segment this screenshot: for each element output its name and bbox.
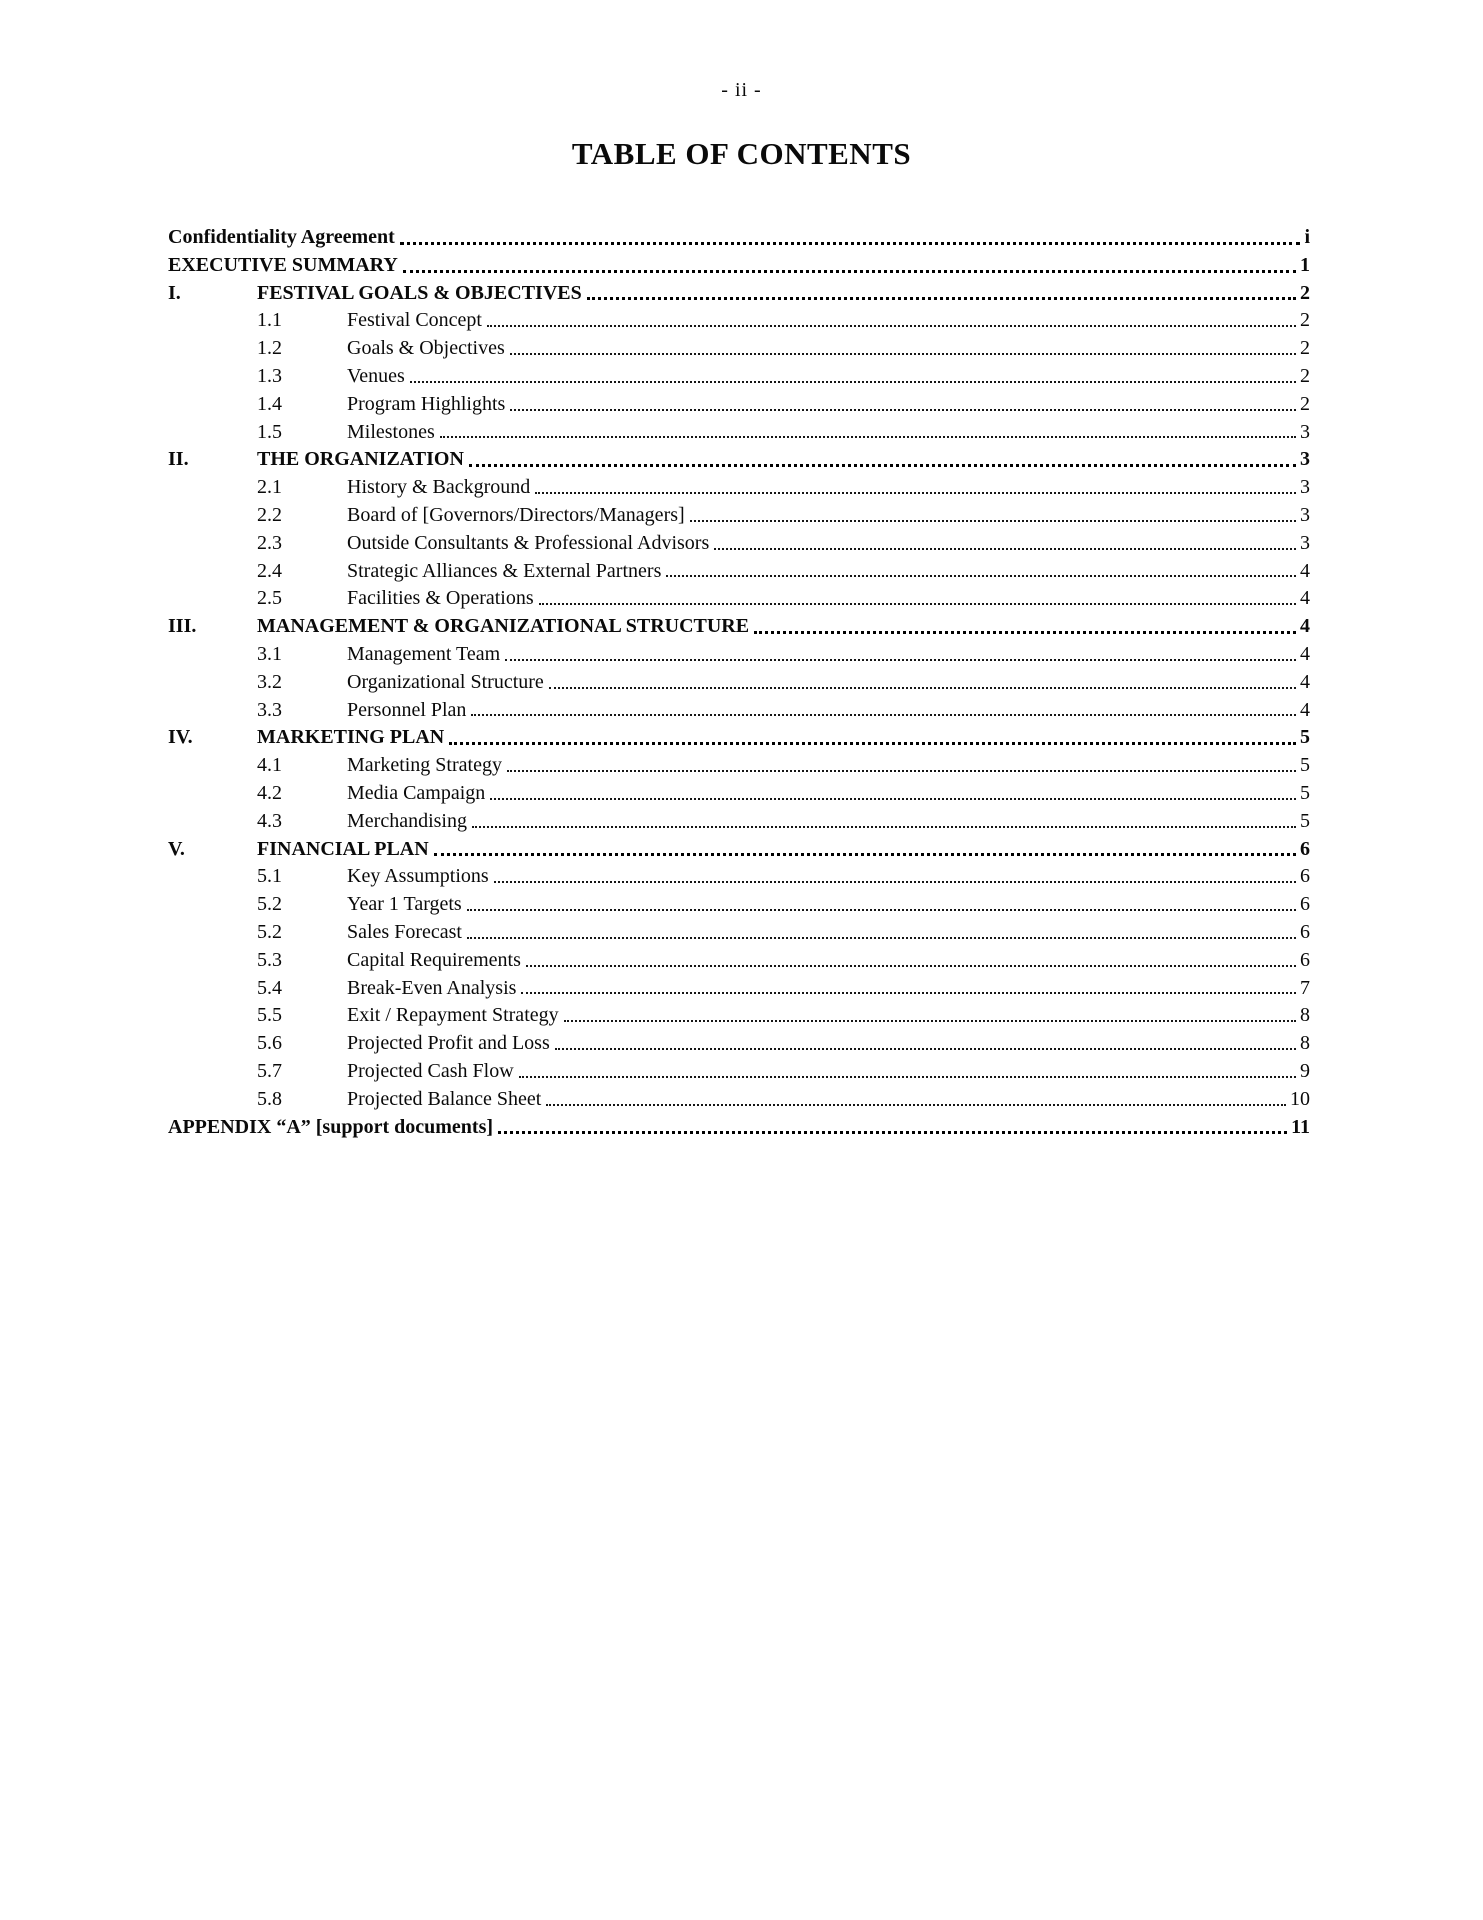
toc-row[interactable] xyxy=(168,863,1310,891)
toc-row[interactable] xyxy=(168,252,1310,280)
toc-entry-page: 5 xyxy=(1300,809,1310,832)
toc-entry-page: 4 xyxy=(1300,642,1310,665)
dot-leader xyxy=(498,1131,1287,1134)
toc-entry-label: Media Campaign xyxy=(347,781,486,804)
toc-row[interactable] xyxy=(168,1058,1310,1086)
toc-entry-num: 5.2 xyxy=(257,893,282,916)
toc-entry-num: 5.7 xyxy=(257,1059,282,1082)
toc-entry-num: 5.8 xyxy=(257,1087,282,1110)
dot-leader xyxy=(714,548,1296,550)
dot-leader xyxy=(487,325,1296,327)
toc-entry-num: V. xyxy=(168,837,185,860)
dot-leader xyxy=(467,937,1296,939)
toc-entry-label: Venues xyxy=(347,364,405,387)
toc-entry-page: 4 xyxy=(1300,698,1310,721)
toc-entry-page: 11 xyxy=(1291,1115,1310,1138)
toc-entry-page: 4 xyxy=(1300,615,1310,638)
toc-row[interactable] xyxy=(168,613,1310,641)
toc-entry-label: Exit / Repayment Strategy xyxy=(347,1004,559,1027)
toc-entry-page: 5 xyxy=(1300,726,1310,749)
toc-row[interactable] xyxy=(168,224,1310,252)
toc-entry-num: 1.4 xyxy=(257,392,282,415)
toc-entry-page: 10 xyxy=(1290,1087,1310,1110)
dot-leader xyxy=(526,965,1296,967)
toc-entry-num: IV. xyxy=(168,726,193,749)
toc-entry-label: Management Team xyxy=(347,642,501,665)
toc-entry-label: MARKETING PLAN xyxy=(257,726,445,749)
toc-entry-label: Milestones xyxy=(347,420,435,443)
toc-entry-label: History & Background xyxy=(347,476,531,499)
dot-leader xyxy=(564,1020,1296,1022)
toc-entry-num: 2.3 xyxy=(257,531,282,554)
toc-entry-page: i xyxy=(1304,226,1310,248)
dot-leader xyxy=(410,381,1296,383)
toc-row[interactable] xyxy=(168,558,1310,586)
toc-entry-label: Projected Balance Sheet xyxy=(347,1087,542,1110)
toc-row[interactable] xyxy=(168,335,1310,363)
toc-row[interactable] xyxy=(168,891,1310,919)
toc-row[interactable] xyxy=(168,641,1310,669)
toc-entry-label: Festival Concept xyxy=(347,309,482,332)
toc-entry-label: Sales Forecast xyxy=(347,920,462,943)
toc-entry-label: Personnel Plan xyxy=(347,698,467,721)
toc-entry-page: 6 xyxy=(1300,948,1310,971)
toc-row[interactable] xyxy=(168,419,1310,447)
toc-row[interactable] xyxy=(168,391,1310,419)
toc-row[interactable] xyxy=(168,1002,1310,1030)
toc-entry-page: 6 xyxy=(1300,865,1310,888)
toc-entry-label: Outside Consultants & Professional Advisors xyxy=(347,531,710,554)
toc-entry-label: Program Highlights xyxy=(347,392,506,415)
dot-leader xyxy=(587,297,1296,300)
toc-entry-label: Confidentiality Agreement xyxy=(168,226,395,248)
dot-leader xyxy=(505,659,1296,661)
dot-leader xyxy=(519,1076,1296,1078)
toc-entry-label: Organizational Structure xyxy=(347,670,544,693)
toc-entry-num: 2.4 xyxy=(257,559,282,582)
dot-leader xyxy=(521,992,1296,994)
toc-entry-num: 5.3 xyxy=(257,948,282,971)
toc-entry-page: 3 xyxy=(1300,531,1310,554)
toc-entry-page: 7 xyxy=(1300,976,1310,999)
toc-entry-num: 3.2 xyxy=(257,670,282,693)
toc-row[interactable] xyxy=(168,836,1310,864)
dot-leader xyxy=(535,492,1296,494)
toc-entry-label: EXECUTIVE SUMMARY xyxy=(168,253,398,276)
toc-entry-num: 5.5 xyxy=(257,1004,282,1027)
toc-entry-num: 5.6 xyxy=(257,1032,282,1055)
toc-entry-label: Break-Even Analysis xyxy=(347,976,517,999)
dot-leader xyxy=(754,631,1296,634)
dot-leader xyxy=(403,270,1296,273)
toc-row[interactable] xyxy=(168,1086,1310,1114)
toc-entry-label: Board of [Governors/Directors/Managers] xyxy=(347,503,685,526)
toc-row[interactable] xyxy=(168,307,1310,335)
toc-entry-page: 2 xyxy=(1300,337,1310,360)
dot-leader xyxy=(666,575,1296,577)
toc-row[interactable] xyxy=(168,1114,1310,1142)
toc-entry-page: 1 xyxy=(1300,253,1310,276)
toc-entry-page: 8 xyxy=(1300,1004,1310,1027)
toc-entry-page: 3 xyxy=(1300,503,1310,526)
toc-entry-page: 3 xyxy=(1300,476,1310,499)
dot-leader xyxy=(510,353,1296,355)
toc-row[interactable] xyxy=(168,919,1310,947)
toc-entry-page: 3 xyxy=(1300,448,1310,471)
toc-row[interactable] xyxy=(168,1030,1310,1058)
toc-row[interactable] xyxy=(168,585,1310,613)
toc-row[interactable] xyxy=(168,724,1310,752)
toc-row[interactable] xyxy=(168,363,1310,391)
toc-entry-num: II. xyxy=(168,448,189,471)
toc-entry-label: Strategic Alliances & External Partners xyxy=(347,559,662,582)
toc-entry-num: 3.3 xyxy=(257,698,282,721)
toc-entry-page: 5 xyxy=(1300,754,1310,777)
toc-entry-num: 5.1 xyxy=(257,865,282,888)
dot-leader xyxy=(467,909,1296,911)
toc-entry-num: 1.2 xyxy=(257,337,282,360)
toc-entry-page: 4 xyxy=(1300,559,1310,582)
dot-leader xyxy=(400,242,1301,245)
toc-entry-page: 2 xyxy=(1300,392,1310,415)
toc-entry-num: 5.2 xyxy=(257,920,282,943)
toc-entry-label: Goals & Objectives xyxy=(347,337,505,360)
toc-entry-label: FESTIVAL GOALS & OBJECTIVES xyxy=(257,281,582,304)
toc-entry-page: 6 xyxy=(1300,837,1310,860)
toc-row[interactable] xyxy=(168,947,1310,975)
toc-row[interactable] xyxy=(168,280,1310,308)
toc-entry-label: APPENDIX “A” [support documents] xyxy=(168,1115,494,1138)
toc-entry-num: III. xyxy=(168,615,197,638)
toc-entry-page: 8 xyxy=(1300,1032,1310,1055)
toc-entry-page: 2 xyxy=(1300,364,1310,387)
toc-entry-num: 4.2 xyxy=(257,781,282,804)
dot-leader xyxy=(510,409,1296,411)
dot-leader xyxy=(494,881,1296,883)
dot-leader xyxy=(471,714,1296,716)
toc-entry-page: 3 xyxy=(1300,420,1310,443)
toc-row[interactable] xyxy=(168,669,1310,697)
toc-entry-page: 2 xyxy=(1300,309,1310,332)
toc-entry-page: 6 xyxy=(1300,920,1310,943)
toc-entry-label: Year 1 Targets xyxy=(347,893,462,916)
toc-entry-label: Facilities & Operations xyxy=(347,587,534,610)
toc-row[interactable] xyxy=(168,975,1310,1003)
toc-entry-label: MANAGEMENT & ORGANIZATIONAL STRUCTURE xyxy=(257,615,750,638)
dot-leader xyxy=(449,742,1296,745)
dot-leader xyxy=(555,1048,1296,1050)
toc-entry-num: 2.1 xyxy=(257,476,282,499)
toc-entry-label: THE ORGANIZATION xyxy=(257,448,464,471)
toc-entry-num: 3.1 xyxy=(257,642,282,665)
toc-row[interactable] xyxy=(168,474,1310,502)
toc-entry-label: FINANCIAL PLAN xyxy=(257,837,429,860)
toc-row[interactable] xyxy=(168,530,1310,558)
dot-leader xyxy=(507,770,1296,772)
dot-leader xyxy=(490,798,1296,800)
toc-entry-num: 5.4 xyxy=(257,976,282,999)
dot-leader xyxy=(469,464,1296,467)
toc-row[interactable] xyxy=(168,446,1310,474)
toc-entry-page: 4 xyxy=(1300,670,1310,693)
dot-leader xyxy=(472,826,1296,828)
toc-row[interactable] xyxy=(168,780,1310,808)
toc-entry-page: 2 xyxy=(1300,281,1310,304)
toc-entry-page: 6 xyxy=(1300,893,1310,916)
toc-entry-label: Marketing Strategy xyxy=(347,754,502,777)
toc-list xyxy=(168,224,1310,1141)
toc-entry-page: 5 xyxy=(1300,781,1310,804)
toc-title: TABLE OF CONTENTS xyxy=(571,136,912,171)
toc-entry-num: 1.1 xyxy=(257,309,282,332)
toc-row[interactable] xyxy=(168,697,1310,725)
toc-entry-page: 9 xyxy=(1300,1059,1310,1082)
toc-row[interactable] xyxy=(168,752,1310,780)
page-number-label: - ii - xyxy=(721,79,762,101)
dot-leader xyxy=(539,603,1296,605)
toc-entry-label: Projected Profit and Loss xyxy=(347,1032,550,1055)
toc-entry-num: 2.2 xyxy=(257,503,282,526)
toc-entry-page: 4 xyxy=(1300,587,1310,610)
dot-leader xyxy=(549,687,1296,689)
dot-leader xyxy=(434,853,1296,856)
toc-row[interactable] xyxy=(168,808,1310,836)
toc-entry-num: 2.5 xyxy=(257,587,282,610)
toc-entry-label: Merchandising xyxy=(347,809,467,832)
toc-entry-label: Key Assumptions xyxy=(347,865,489,888)
toc-entry-num: 4.1 xyxy=(257,754,282,777)
dot-leader xyxy=(440,436,1296,438)
toc-entry-num: I. xyxy=(168,281,181,304)
toc-entry-label: Capital Requirements xyxy=(347,948,521,971)
toc-entry-num: 4.3 xyxy=(257,809,282,832)
dot-leader xyxy=(546,1104,1286,1106)
dot-leader xyxy=(690,520,1296,522)
toc-row[interactable] xyxy=(168,502,1310,530)
toc-entry-num: 1.3 xyxy=(257,364,282,387)
toc-entry-num: 1.5 xyxy=(257,420,282,443)
toc-entry-label: Projected Cash Flow xyxy=(347,1059,514,1082)
